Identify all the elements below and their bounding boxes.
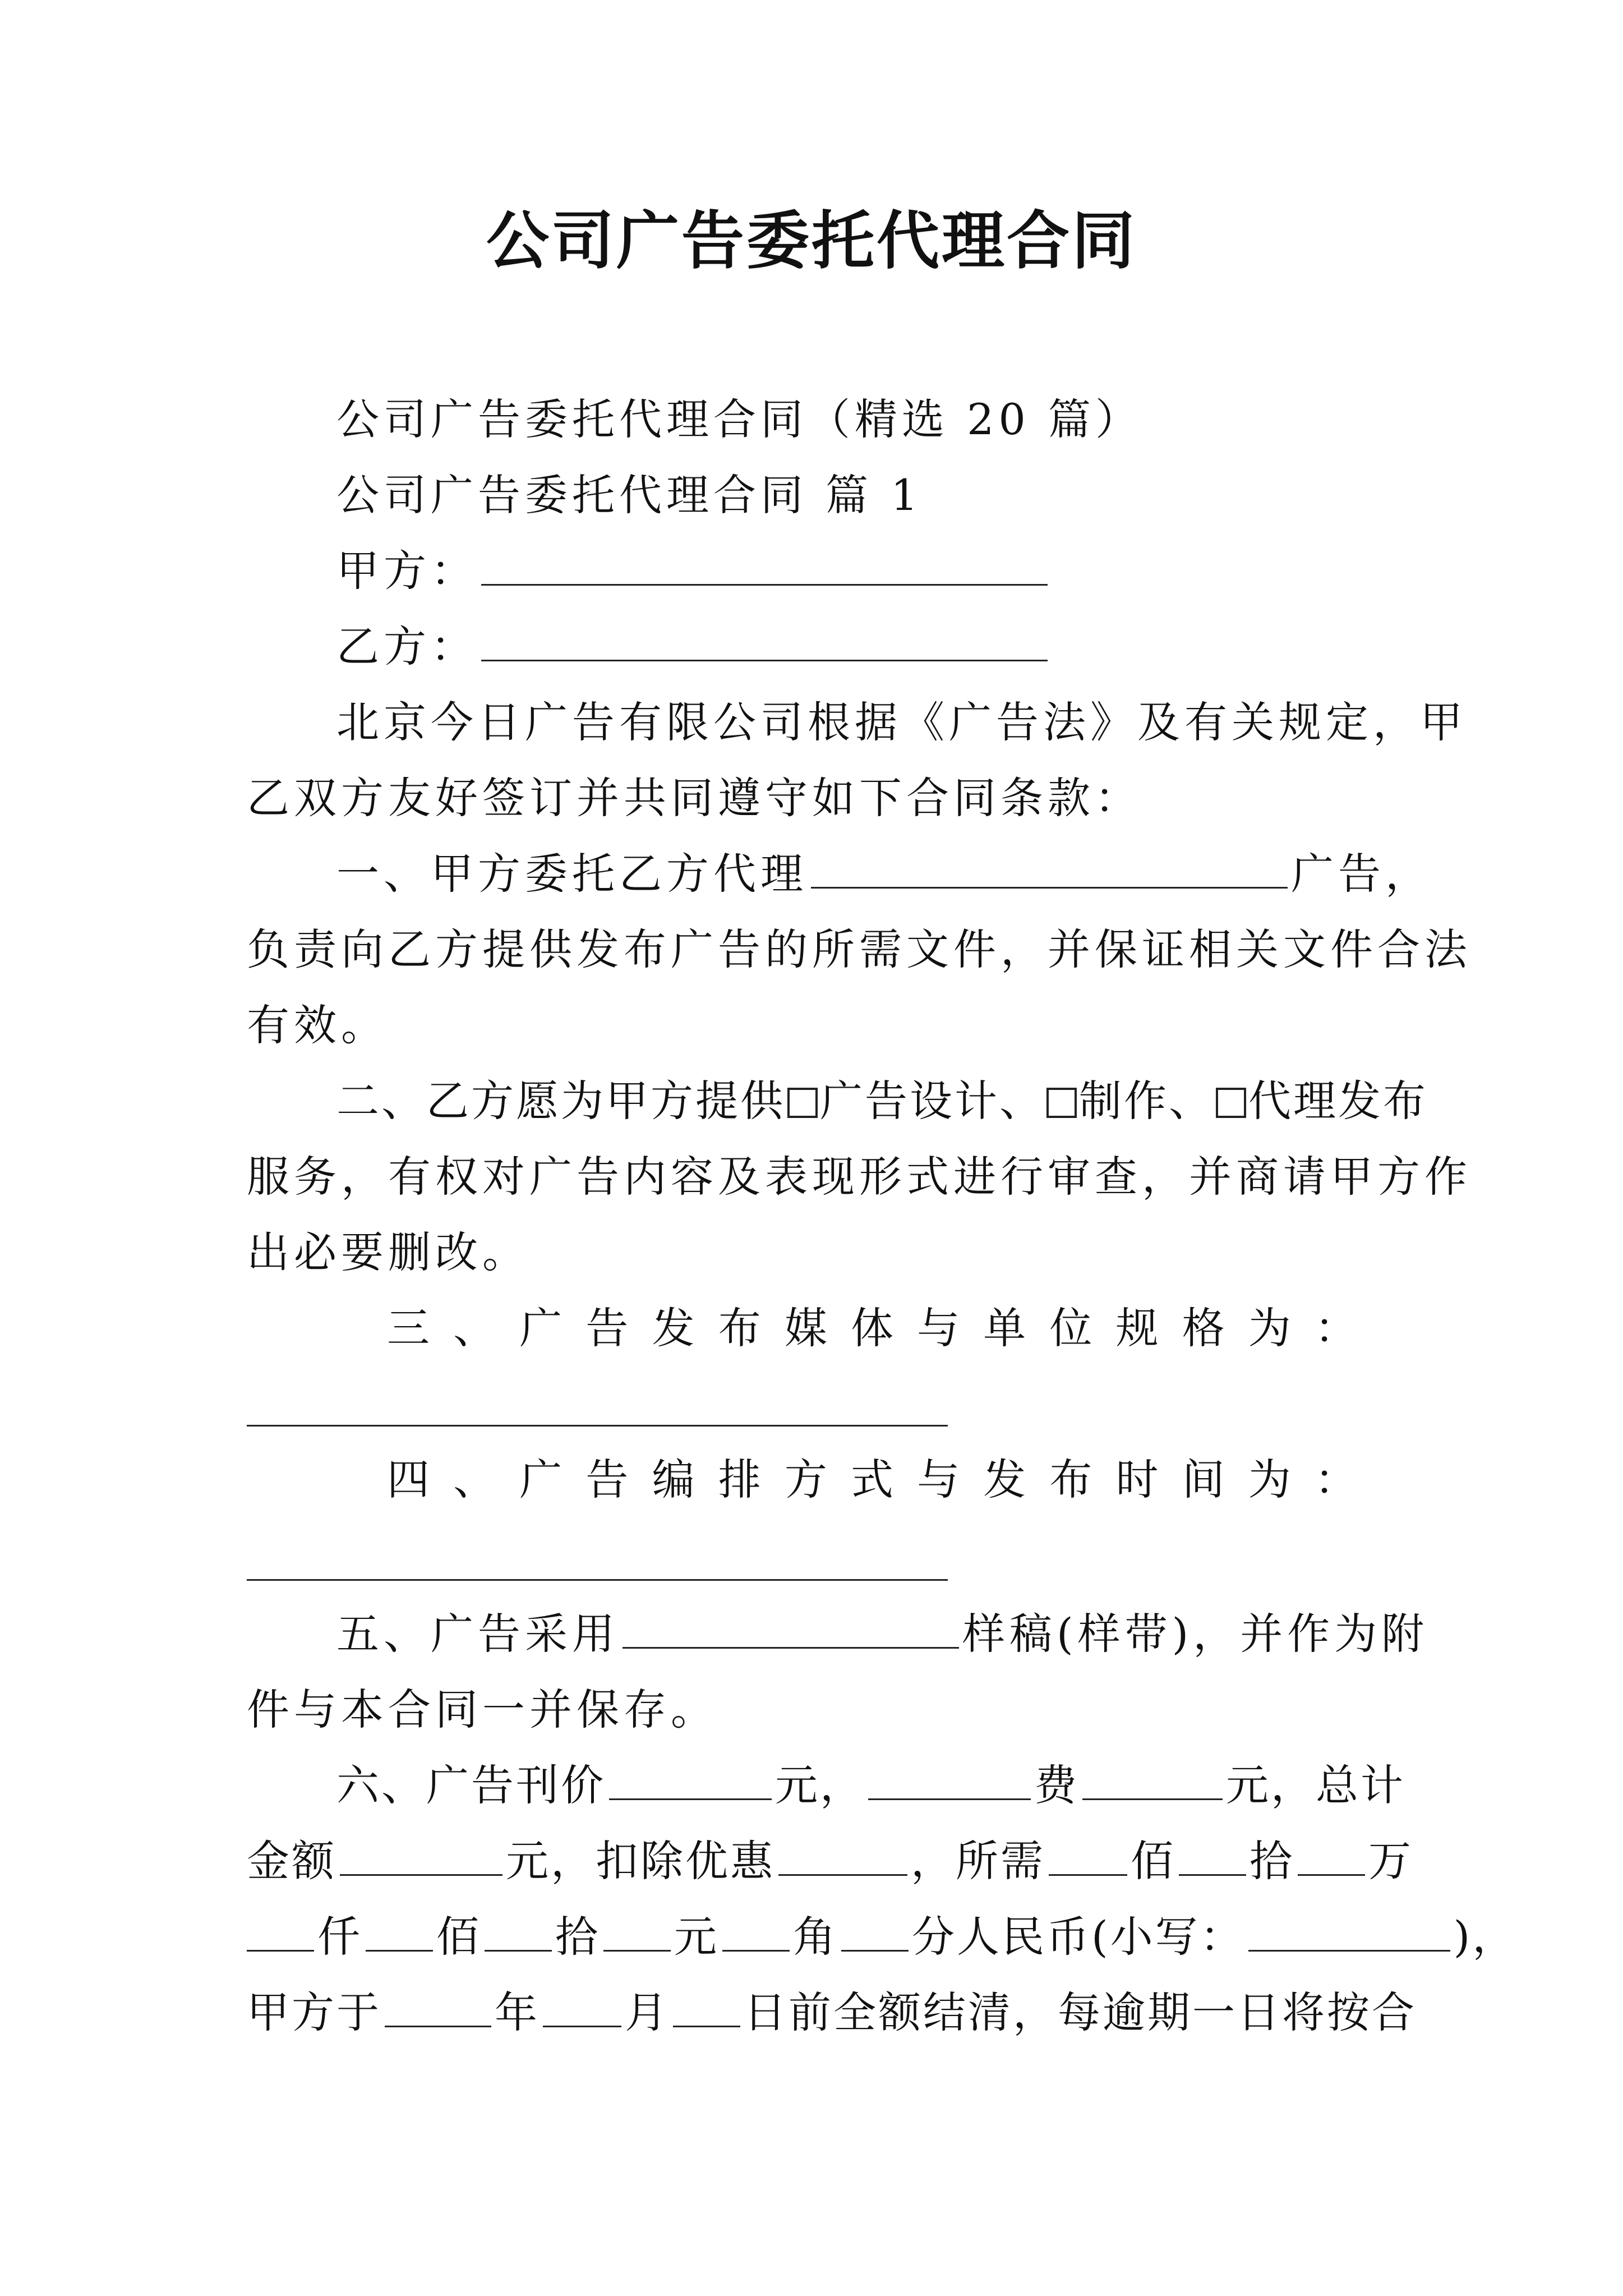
clause-5-text-end: 样稿(样带)，并作为附 [962,1609,1429,1659]
clause-4-char: 式 [850,1455,893,1504]
clause-6-rmb-label: 分人民币(小写： [912,1912,1245,1962]
clause-3-char: 发 [652,1303,695,1353]
checkbox-publishing[interactable] [1216,1088,1246,1118]
discount-blank [778,1835,907,1876]
clause-6-settlement: 日前全额结清，每逾期一日将按合 [744,1987,1417,2037]
clause-1-blank [811,848,1288,889]
party-a-line [336,533,1486,609]
clause-4-char: 四 [387,1455,430,1504]
clause-4-blank [247,1579,948,1581]
unit-bai-2: 佰 [436,1912,481,1962]
bai-blank-1 [1049,1835,1127,1876]
clause-2-text: 二、乙方愿为甲方提供 [336,1076,785,1126]
unit-jiao: 角 [793,1912,838,1962]
unit-month: 月 [625,1987,670,2037]
unit-shi-2: 拾 [555,1912,600,1962]
party-b-label: 乙方： [336,622,478,671]
clause-3-char: 广 [519,1303,562,1353]
clause-2-design: 广告设计、 [820,1076,1044,1126]
yuan-blank [603,1911,671,1952]
clause-1-line-3: 有效。 [247,1000,388,1050]
fen-blank [841,1911,909,1952]
party-a-blank [481,545,1048,586]
clause-3-char: 规 [1115,1303,1159,1353]
clause-3-char: 媒 [784,1303,827,1353]
clause-4-char: 布 [1049,1455,1092,1504]
clause-3-char: 单 [983,1303,1026,1353]
unit-yuan: 元 [674,1912,719,1962]
unit-year: 年 [495,1987,540,2037]
clause-3-char: ： [1314,1303,1357,1353]
unit-shi: 拾 [1249,1836,1294,1886]
intro-line-2: 乙双方友好签订并共同遵守如下合同条款： [247,773,1142,823]
shi-blank-1 [1179,1835,1246,1876]
clause-6-required: ，所需 [911,1836,1045,1886]
price-blank [609,1759,772,1800]
fee-amount-blank [1082,1759,1223,1800]
clause-4-char: 广 [519,1455,562,1504]
wan-blank [1298,1835,1365,1876]
lowercase-amount-blank [1248,1911,1450,1952]
clause-4-char: 编 [652,1455,695,1504]
clause-6-fee: 费 [1034,1760,1079,1810]
clause-1-text: 一、甲方委托乙方代理 [336,849,808,899]
clause-6-party-a: 甲方于 [247,1987,381,2037]
clause-3-char: 体 [850,1303,893,1353]
clause-3-char: 与 [917,1303,960,1353]
clause-2-line-2: 服务，有权对广告内容及表现形式进行审查，并商请甲方作 [247,1152,1472,1202]
clause-4-line [387,1442,1357,1518]
document-title: 公司广告委托代理合同 [486,204,1137,278]
clause-3-char: 格 [1182,1303,1225,1353]
party-b-line [336,609,1486,685]
clause-3-blank [247,1425,948,1427]
clause-6-yuan: 元， [775,1760,865,1810]
clause-4-char: 方 [784,1455,827,1504]
clause-4-char: 与 [917,1455,960,1504]
clause-5-blank [623,1608,959,1649]
clause-3-line [387,1290,1357,1366]
unit-qian: 仟 [317,1912,362,1962]
checkbox-production[interactable] [1046,1088,1077,1118]
subtitle: 公司广告委托代理合同（精选 20 篇） [336,394,1143,444]
month-blank [543,1986,621,2027]
clause-1-text-end: 广告， [1291,849,1432,899]
checkbox-design[interactable] [787,1088,818,1118]
clause-1-line-1 [336,836,1486,912]
clause-4-char: 、 [453,1455,496,1504]
clause-6-line-4 [247,1975,1417,2051]
clause-3-char: 布 [718,1303,761,1353]
clause-6-text: 六、广告刊价 [336,1760,606,1810]
unit-bai: 佰 [1131,1836,1175,1886]
section-heading: 公司广告委托代理合同 篇 1 [336,470,923,520]
bai-blank-2 [366,1911,433,1952]
clause-4-char: 排 [718,1455,761,1504]
shi-blank-2 [485,1911,552,1952]
clause-6-discount-label: 元，扣除优惠 [506,1836,775,1886]
clause-3-char: 位 [1049,1303,1092,1353]
clause-4-char: 间 [1182,1455,1225,1504]
clause-4-char: 告 [585,1455,629,1504]
year-blank [385,1986,491,2027]
clause-4-char: 发 [983,1455,1026,1504]
party-b-blank [481,620,1048,661]
clause-6-line-1 [336,1747,1486,1824]
clause-4-char: 时 [1115,1455,1159,1504]
clause-5-line-1 [336,1596,1486,1672]
clause-4-char: 为 [1248,1455,1291,1504]
fee-name-blank [868,1759,1031,1800]
clause-2-line-1 [336,1063,1486,1139]
clause-4-char: ： [1314,1455,1357,1504]
qian-blank [247,1911,314,1952]
clause-6-amount-label: 金额 [247,1836,336,1886]
clause-3-char: 为 [1248,1303,1291,1353]
unit-wan: 万 [1368,1836,1413,1886]
party-a-label: 甲方： [336,546,478,596]
clause-2-publishing: 代理发布 [1248,1076,1428,1126]
clause-5-text: 五、广告采用 [336,1609,619,1659]
clause-6-line-2 [247,1823,1413,1899]
intro-line-1: 北京今日广告有限公司根据《广告法》及有关规定，甲 [336,697,1467,747]
clause-1-line-2: 负责向乙方提供发布广告的所需文件，并保证相关文件合法 [247,924,1472,974]
jiao-blank [722,1911,790,1952]
day-blank [673,1986,740,2027]
clause-3-char: 三 [387,1303,430,1353]
clause-6-line-3 [247,1899,1518,1975]
clause-2-line-3: 出必要删改。 [247,1227,529,1277]
clause-5-line-2: 件与本合同一并保存。 [247,1685,718,1734]
total-amount-blank [340,1835,502,1876]
clause-3-char: 、 [453,1303,496,1353]
clause-6-close-paren: )， [1453,1912,1518,1962]
clause-3-char: 告 [585,1303,629,1353]
clause-2-production: 制作、 [1079,1076,1214,1126]
clause-6-total: 元，总计 [1226,1760,1405,1810]
